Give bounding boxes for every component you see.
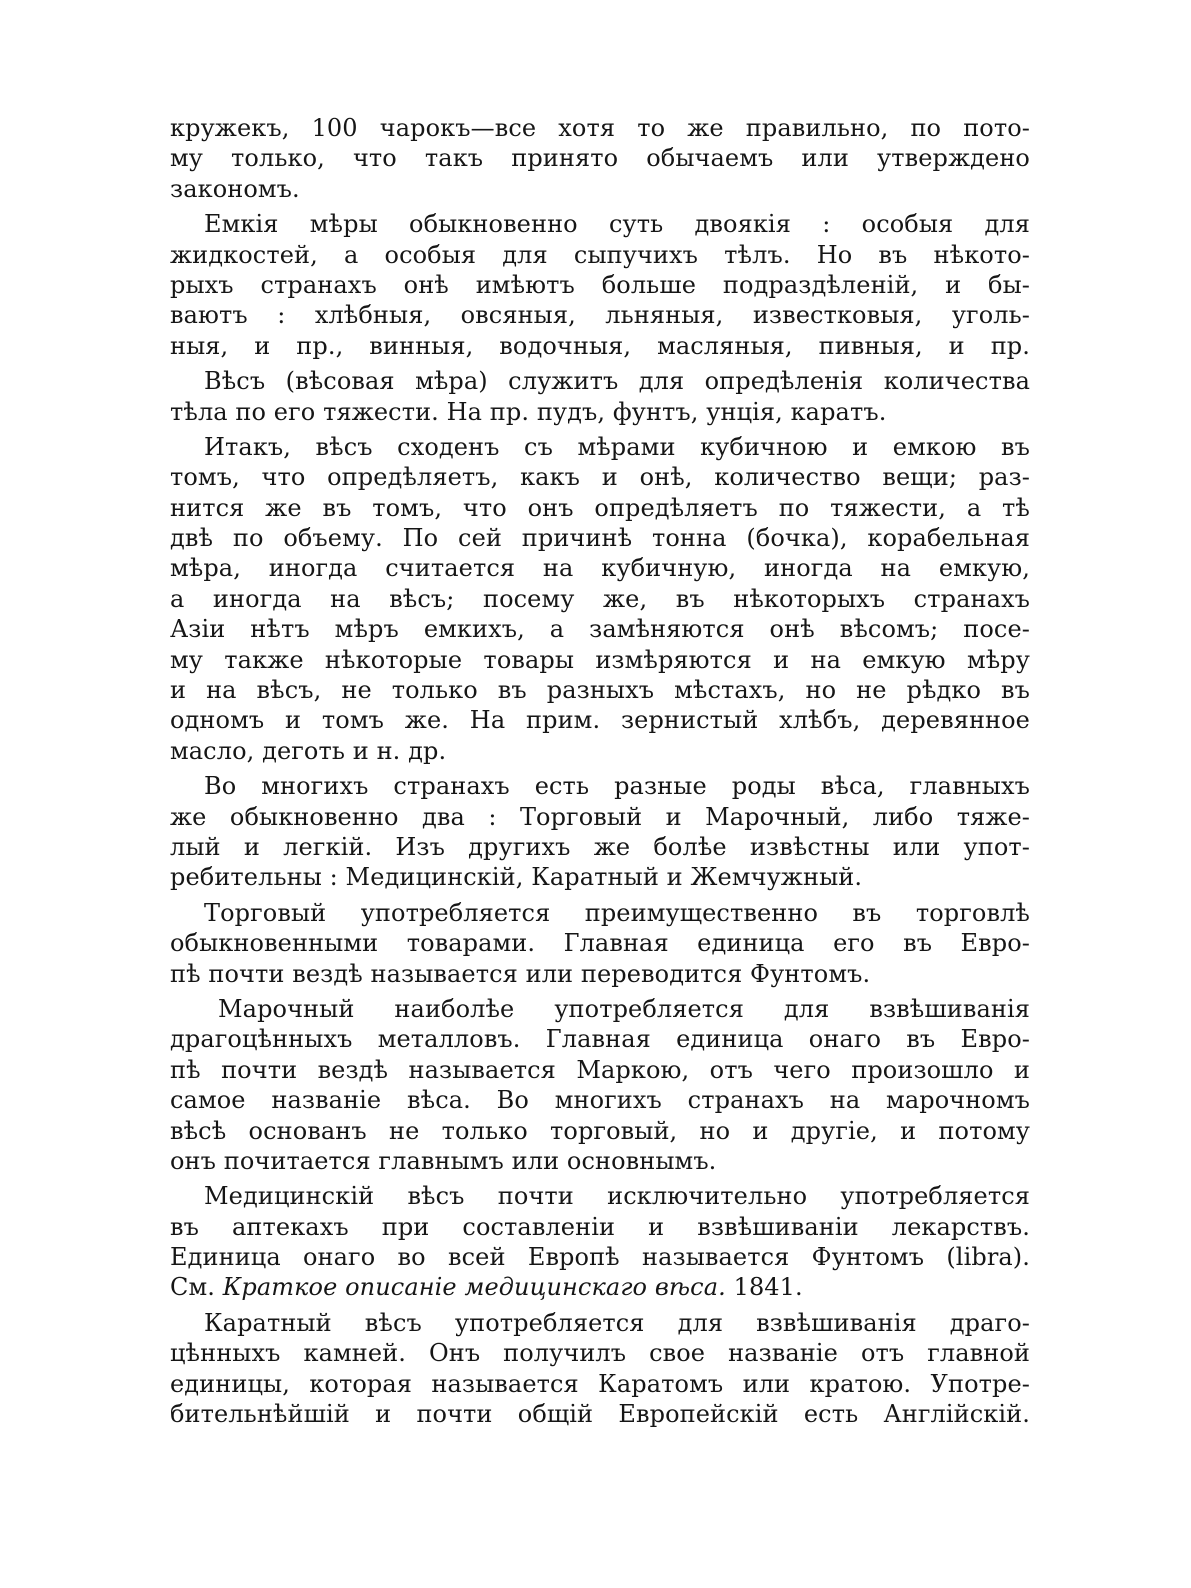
text-line: пѣ почти вездѣ называется или переводится Фунтомъ. [170, 959, 871, 988]
text-line: ваютъ : хлѣбныя, овсяныя, льняныя, известковыя, уголь- [170, 301, 1030, 330]
text-line: драгоцѣнныхъ металловъ. Главная единица онаго въ Евро- [170, 1025, 1030, 1054]
text-line: Единица онаго во всей Европѣ называется Фунтомъ (libra). [170, 1243, 1030, 1272]
text-line: и на вѣсъ, не только въ разныхъ мѣстахъ, но не рѣдко въ [170, 676, 1030, 705]
text-line: Во многихъ странахъ есть разные роды вѣса, главныхъ [204, 772, 1030, 801]
text-line: закономъ. [170, 174, 300, 203]
text-line: ребительны : Медицинскій, Каратный и Жемчужный. [170, 863, 863, 892]
text-line: томъ, что опредѣляетъ, какъ и онѣ, количество вещи; раз- [170, 463, 1030, 492]
text-line: самое названіе вѣса. Во многихъ странахъ на марочномъ [170, 1086, 1030, 1115]
text-line: Торговый употребляется преимущественно въ торговлѣ [204, 898, 1030, 927]
text-line: вѣсѣ основанъ не только торговый, но и другіе, и потому [170, 1116, 1030, 1145]
text-line: тѣла по его тяжести. На пр. пудъ, фунтъ, унція, каратъ. [170, 397, 887, 426]
text-line: онъ почитается главнымъ или основнымъ. [170, 1146, 717, 1175]
text-line: единицы, которая называется Каратомъ или кратою. Употре- [170, 1369, 1030, 1398]
text-line: двѣ по объему. По сей причинѣ тонна (бочка), корабельная [170, 524, 1030, 553]
text-line: лый и легкій. Изъ другихъ же болѣе извѣстны или упот- [170, 832, 1030, 861]
page-text [170, 113, 1030, 1429]
text-line: ныя, и пр., винныя, водочныя, масляныя, пивныя, и пр. [170, 331, 1030, 360]
text-line: нится же въ томъ, что онъ опредѣляетъ по тяжести, а тѣ [170, 493, 1030, 522]
text-line: Каратный вѣсъ употребляется для взвѣшиванія драго- [204, 1308, 1030, 1337]
text-line: Медицинскій вѣсъ почти исключительно употребляется [204, 1182, 1030, 1211]
text-line: обыкновенными товарами. Главная единица его въ Евро- [170, 929, 1030, 958]
text-line: пѣ почти вездѣ называется Маркою, отъ чего произошло и [170, 1055, 1030, 1084]
text-line: Емкія мѣры обыкновенно суть двоякія : особыя для [204, 210, 1030, 239]
text-line: Марочный наиболѣе употребляется для взвѣшиванія [218, 994, 1030, 1023]
text-line: Азіи нѣтъ мѣръ емкихъ, а замѣняются онѣ вѣсомъ; посе- [170, 615, 1030, 644]
text-line: кружекъ, 100 чарокъ—все хотя то же правильно, по пото- [170, 114, 1030, 142]
text-line: одномъ и томъ же. На прим. зернистый хлѣбъ, деревянное [170, 706, 1030, 735]
text-line: рыхъ странахъ онѣ имѣютъ больше подраздѣленій, и бы- [170, 270, 1030, 299]
text-line: му только, что такъ принято обычаемъ или утверждено [170, 144, 1030, 173]
text-line: Вѣсъ (вѣсовая мѣра) служитъ для опредѣленія количества [204, 367, 1030, 396]
text-line: мѣра, иногда считается на кубичную, иногда на емкую, [170, 554, 1030, 583]
text-line: же обыкновенно два : Торговый и Марочный, либо тяже- [170, 802, 1030, 831]
text-line: цѣнныхъ камней. Онъ получилъ свое названіе отъ главной [170, 1339, 1030, 1368]
text-line: въ аптекахъ при составленіи и взвѣшиваніи лекарствъ. [170, 1212, 1030, 1241]
text-line: Итакъ, вѣсъ сходенъ съ мѣрами кубичною и емкою въ [204, 432, 1030, 461]
text-line: масло, деготь и н. др. [170, 736, 447, 765]
text-line: му также нѣкоторые товары измѣряются и на емкую мѣру [170, 645, 1030, 674]
text-line: а иногда на вѣсъ; посему же, въ нѣкоторыхъ странахъ [170, 584, 1030, 613]
text-line: бительнѣйшій и почти общій Европейскій есть Англійскій. [170, 1400, 1030, 1429]
citation-title: Краткое описаніе медицинскаго вѣса. [222, 1273, 726, 1302]
text-line-citation: См. Краткое описаніе медицинскаго вѣса. 1841. [170, 1273, 803, 1302]
text-line: жидкостей, а особыя для сыпучихъ тѣлъ. Но въ нѣкото- [170, 240, 1030, 269]
